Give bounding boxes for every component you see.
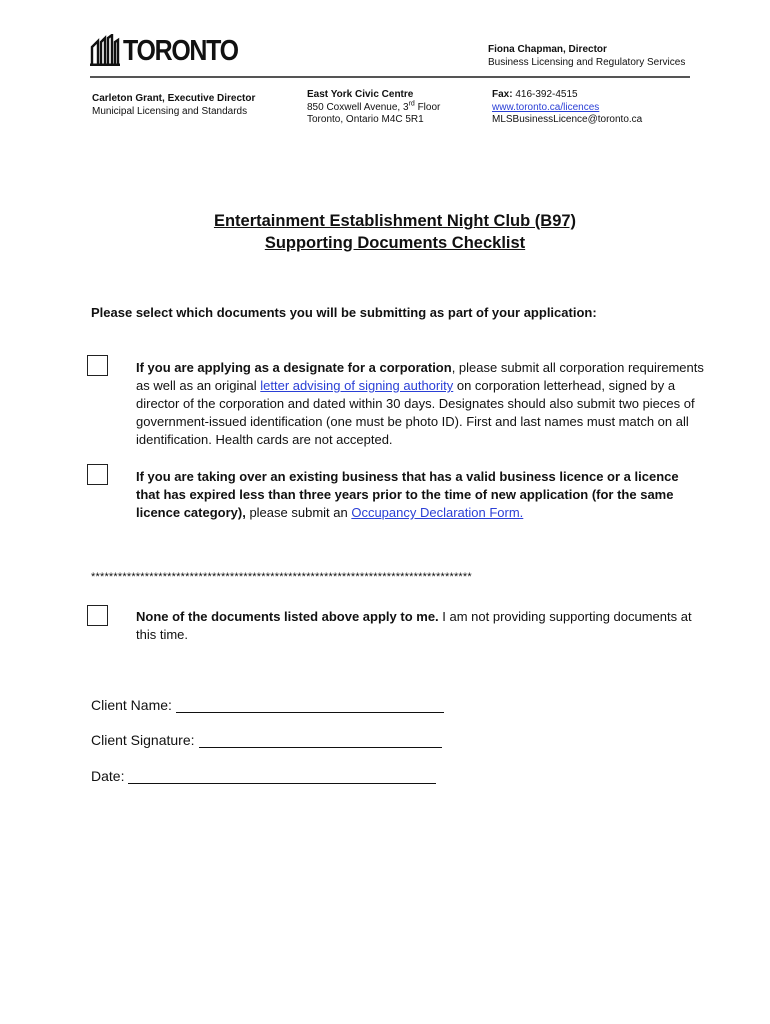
header-divider [90,76,690,78]
toronto-wordmark: TORONTO [123,35,238,67]
takeover-heading: If you are taking over an existing business that has a valid business licence or a licence that has expired less than three years prior to the time of new application (for the same licence category), [136,469,679,520]
occupancy-declaration-link[interactable]: Occupancy Declaration Form. [351,505,524,520]
designate-heading: If you are applying as a designate for a corporation [136,360,452,375]
date-row [91,768,436,784]
director-name: Fiona Chapman, Director [488,44,607,55]
instruction-text: Please select which documents you will be submitting as part of your application: [91,305,597,320]
toronto-logo [90,34,256,66]
fax-line [492,89,642,102]
date-label: Date: [91,768,125,784]
takeover-checkbox[interactable] [87,464,108,485]
contact-info [492,89,642,127]
designate-item: If you are applying as a designate for a corporation, please submit all corporation requirements as well as an original letter advising of signing authority on corporation letterhead, signed by a director of the corporation and dated within 30 days. Designates should also submit two pieces of government-issued identification (one must be photo ID). First and last names must match on all identification. Health cards are not accepted. [136,360,704,447]
client-name-field[interactable] [176,697,444,713]
separator-stars: ************************************************************************************* [91,571,472,583]
client-signature-row [91,732,442,748]
client-signature-field[interactable] [199,732,442,748]
document-title [0,210,770,254]
exec-name: Carleton Grant, Executive Director [92,93,256,104]
email-address: MLSBusinessLicence@toronto.ca [492,114,643,125]
none-apply-heading: None of the documents listed above apply to me. [136,609,439,624]
fax-number: 416-392-4515 [512,89,578,100]
title-line-2: Supporting Documents Checklist [264,234,526,252]
none-apply-checkbox[interactable] [87,605,108,626]
executive-info [92,93,255,118]
office-street: 850 Coxwell Avenue, 3rd Floor [307,100,441,113]
none-apply-item: None of the documents listed above apply to me. I am not providing supporting documents at this time. [136,609,692,642]
fax-label: Fax: [492,89,513,100]
office-address [307,89,440,127]
signing-authority-link[interactable]: letter advising of signing authority [260,378,454,393]
takeover-item: If you are taking over an existing business that has a valid business licence or a licence that has expired less than three years prior to the time of new application (for the same licence category), please submit an Occupancy Declaration Form. [136,469,679,520]
designate-checkbox[interactable] [87,355,108,376]
exec-division: Municipal Licensing and Standards [92,105,248,117]
client-name-row [91,697,444,713]
website-link[interactable]: www.toronto.ca/licences [492,101,600,113]
client-signature-label: Client Signature: [91,732,195,748]
office-city: Toronto, Ontario M4C 5R1 [307,114,424,125]
toronto-city-hall-icon [90,34,120,66]
office-name: East York Civic Centre [307,89,414,100]
director-division: Business Licensing and Regulatory Services [488,57,686,68]
date-field[interactable] [128,768,436,784]
director-info [488,43,685,69]
title-line-1: Entertainment Establishment Night Club (B97) [213,212,577,230]
client-name-label: Client Name: [91,697,172,713]
